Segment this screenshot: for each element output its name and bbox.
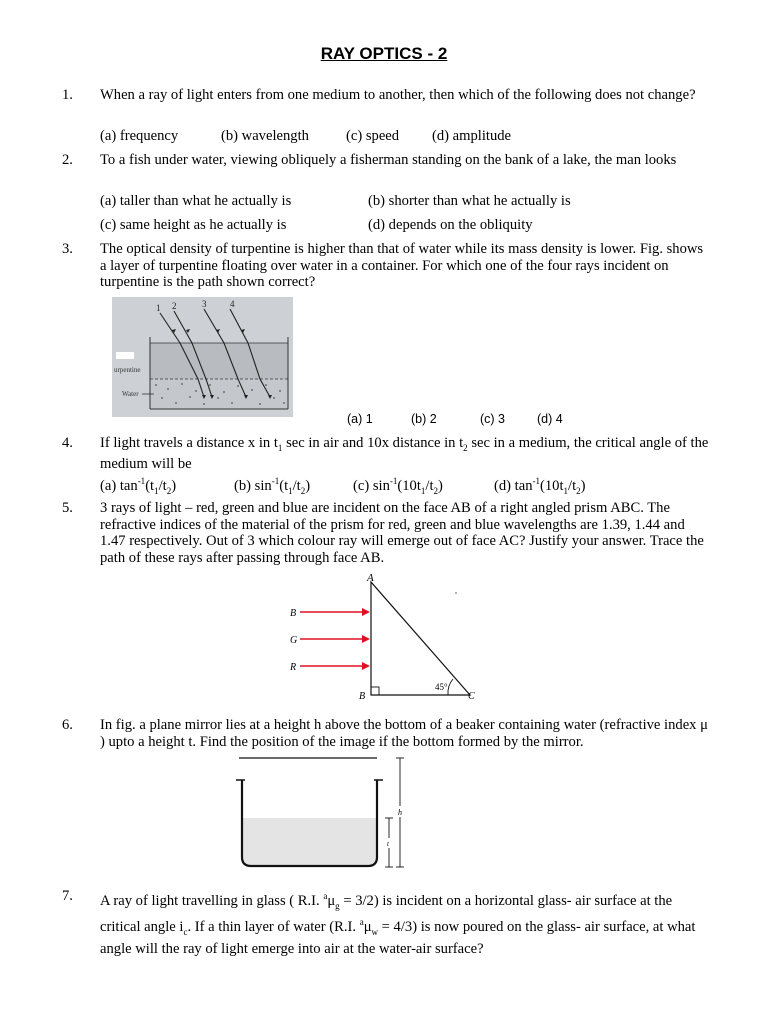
q3-option-d: (d) 4 [537, 412, 563, 426]
q2-option-b: (b) shorter than what he actually is [368, 193, 571, 209]
page-title: RAY OPTICS - 2 [320, 44, 448, 63]
q4-option-b: (b) $\sin^{-1}(t_1/t_2)$ [234, 476, 311, 496]
q1-option-d: (d) amplitude [432, 128, 512, 144]
q1-option-a: (a) frequency [100, 128, 179, 144]
question-4-text: If light travels a distance x in $t_1$ sec in air and 10x distance in $t_2$ sec in a medium, the critical angle of the medium will be [100, 435, 709, 473]
question-1-text: When a ray of light enters from one medium to another, then which of the following does not change? [100, 87, 696, 103]
ray-label-3: 3 [202, 299, 207, 309]
q4-option-c: (c) $\sin^{-1}(10t_1/t_2)$ [353, 476, 443, 496]
q2-option-d: (d) depends on the obliquity [368, 217, 533, 233]
q4-option-d: (d) $\tan^{-1}(10t_1/t_2)$ [494, 476, 586, 496]
beaker-figure [235, 752, 415, 872]
h-label: h [398, 808, 402, 817]
prism-abc [371, 582, 470, 695]
ray-label-1: 1 [156, 303, 161, 313]
q3-option-c: (c) 3 [480, 412, 505, 426]
ray-g-label: G [290, 635, 298, 646]
q3-option-b: (b) 2 [411, 412, 437, 426]
question-5-text: 3 rays of light – red, green and blue are incident on the face AB of a right angled prism ABC. The refractive indices of the material of the prism for red, green and blue wavelengths are 1.39, 1.44 and 1.47 respectively. Out of 3 which colour ray will emerge out of face AC? Justify your answer. Trace the path of these rays after passing through face AB. [100, 500, 704, 566]
water-region [242, 818, 377, 866]
turpentine-label: urpentine [114, 366, 141, 374]
turpentine-water-figure [112, 297, 293, 417]
ray-b-label: B [290, 608, 297, 619]
angle-label: 45° [435, 682, 448, 692]
water-label: Water [122, 390, 139, 398]
vertex-b-label: B [359, 691, 366, 700]
ray-r-label: R [290, 662, 297, 673]
question-4-number: 4. [62, 435, 73, 451]
t-label: t [387, 840, 389, 848]
ray-label-4: 4 [230, 299, 235, 309]
question-3-text: The optical density of turpentine is higher than that of water while its mass density is lower. Fig. shows a layer of turpentine floating over water in a container. For which one of the four rays incident on turpentine is the path shown correct? [100, 241, 704, 290]
question-6-text: In fig. a plane mirror lies at a height h above the bottom of a beaker containing water (refractive index μ ) upto a height t. Find the position of the image if the bottom formed by the mirror. [100, 717, 708, 750]
question-1-number: 1. [62, 87, 73, 103]
ray-label-2: 2 [172, 301, 177, 311]
q1-option-b: (b) wavelength [221, 128, 309, 144]
q2-option-c: (c) same height as he actually is [100, 217, 287, 233]
question-6-number: 6. [62, 717, 73, 733]
question-2-number: 2. [62, 152, 73, 168]
q1-option-c: (c) speed [346, 128, 400, 144]
q2-option-a: (a) taller than what he actually is [100, 193, 292, 209]
q3-option-a: (a) 1 [347, 412, 373, 426]
vertex-c-label: C [468, 691, 475, 700]
q4-option-a: (a) $\tan^{-1}(t_1/t_2)$ [100, 476, 177, 496]
question-3-number: 3. [62, 241, 73, 257]
question-7-number: 7. [62, 888, 73, 904]
question-7-text: A ray of light travelling in glass ( R.I. $^a\mu_g = 3/2$) is incident on a horizontal glass- air surface at the critical angle $i_c$. If a thin layer of water (R.I. $^a\mu_w = 4/3$) is now poured on the glass- air surface, at what angle will the ray of light emerge into air at the water-air surface? [100, 891, 696, 957]
prism-figure [288, 570, 478, 700]
question-2-text: To a fish under water, viewing obliquely a fisherman standing on the bank of a lake, the man looks [100, 152, 677, 168]
vertex-a-label: A [367, 572, 374, 584]
question-5-number: 5. [62, 500, 73, 516]
